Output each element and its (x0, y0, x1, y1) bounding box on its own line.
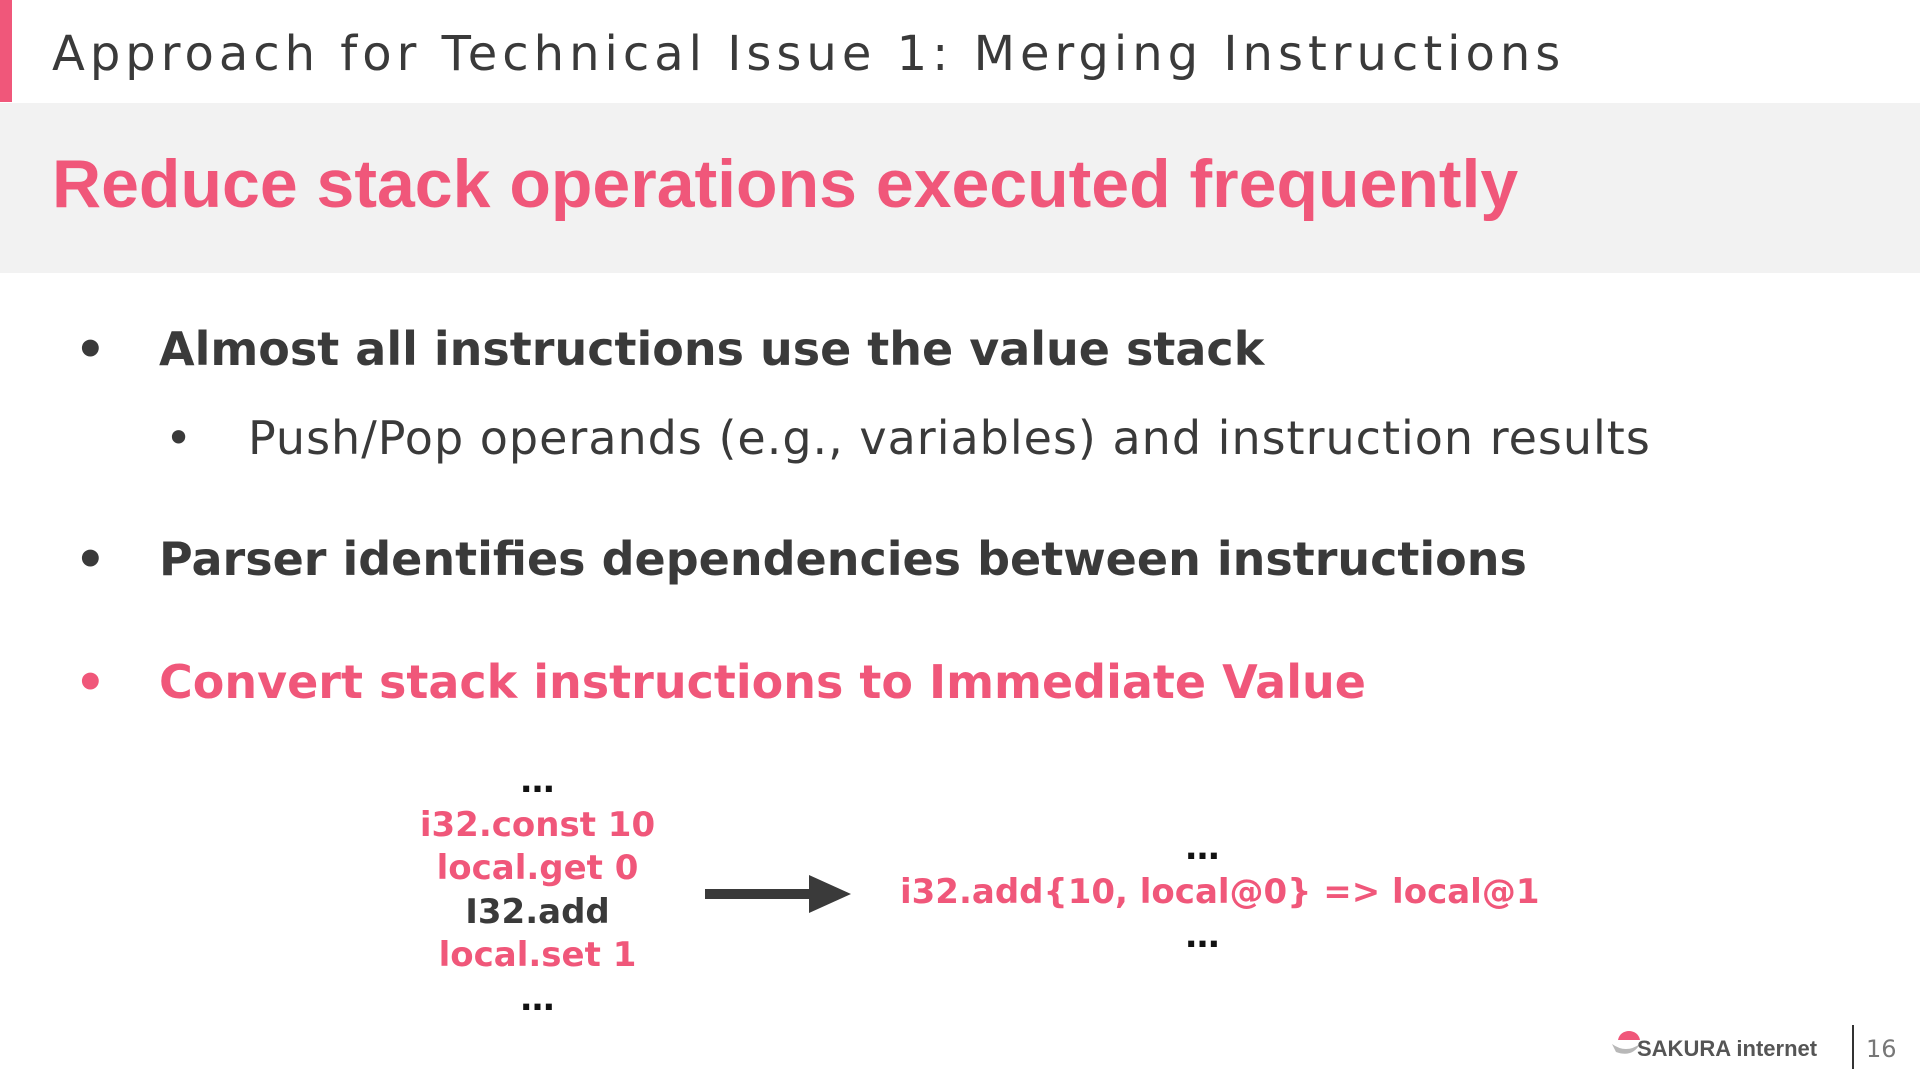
page-number: 16 (1866, 1035, 1897, 1063)
bullet-text: Push/Pop operands (e.g., variables) and instruction results (248, 411, 1651, 465)
bullet-text: Parser identifies dependencies between instructions (159, 532, 1527, 586)
code-line: I32.add (465, 891, 610, 932)
code-line-ellipsis: … (520, 761, 555, 801)
bullet-text: Convert stack instructions to Immediate Value (159, 655, 1366, 709)
slide-header: Approach for Technical Issue 1: Merging Instructions (52, 26, 1566, 82)
logo-text: SAKURA internet (1637, 1036, 1818, 1061)
code-line-ellipsis: … (520, 978, 555, 1019)
code-line: local.set 1 (438, 935, 637, 975)
accent-bar (0, 0, 12, 102)
bullet-marker: • (165, 411, 193, 465)
bullet-marker: • (75, 655, 106, 711)
code-line-ellipsis: … (1185, 828, 1220, 868)
code-line: i32.const 10 (419, 804, 656, 845)
page-divider (1852, 1025, 1854, 1069)
bullet-marker: • (75, 322, 106, 378)
code-line: i32.add{10, local@0} => local@1 (900, 872, 1540, 912)
code-line-ellipsis: … (1185, 916, 1220, 956)
bullet-marker: • (75, 532, 106, 588)
code-before (400, 760, 675, 1021)
slide-title: Reduce stack operations executed frequently (52, 146, 1519, 222)
code-line: local.get 0 (436, 848, 639, 888)
code-after (900, 826, 1540, 958)
right-arrow-icon (705, 875, 851, 913)
bullet-text: Almost all instructions use the value stack (159, 322, 1265, 376)
